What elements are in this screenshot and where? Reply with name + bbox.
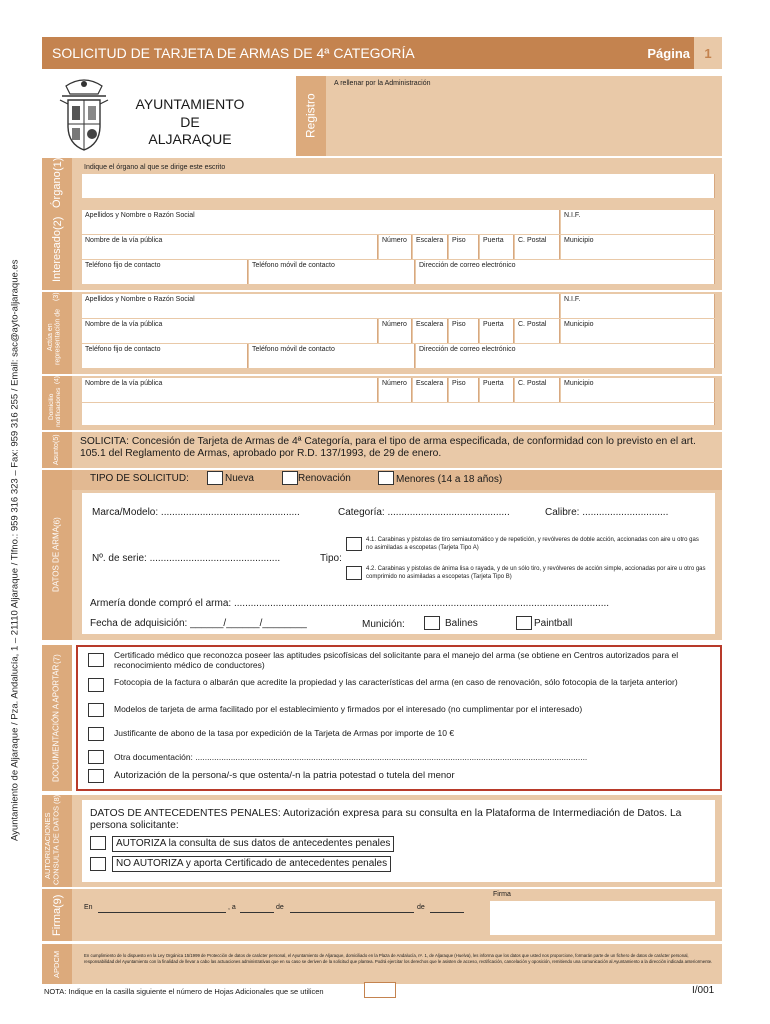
tipo-a-description: 4.1. Carabinas y pistolas de tiro semiautomático y de repetición, y revólveres de doble acción, accionadas con aire u otro gas no asimiladas a escopetas (Tarjeta Tipo A) — [366, 537, 699, 551]
tipo-solicitud-label: TIPO DE SOLICITUD: — [90, 473, 189, 484]
doc-justificante-text: Justificante de abono de la tasa por expedición de la Tarjeta de Armas por importe de 10 € — [114, 728, 455, 738]
balines-label: Balines — [445, 618, 478, 629]
calibre-field[interactable]: Calibre: ............................... — [545, 507, 669, 518]
apdcm-section-label: APDCM — [42, 944, 72, 984]
autoriza-checkbox[interactable] — [90, 836, 106, 850]
organo-section-label: Órgano (1) — [42, 158, 72, 208]
interesado-tel-fijo-field[interactable]: Teléfono fijo de contacto — [82, 260, 248, 284]
domicilio-escalera-field[interactable]: Escalera — [413, 378, 448, 402]
interesado-via-field[interactable]: Nombre de la vía pública — [82, 235, 378, 259]
hojas-adicionales-box[interactable] — [364, 982, 396, 998]
doc-modelos-checkbox[interactable] — [88, 703, 104, 717]
fecha-adquisicion-field[interactable]: Fecha de adquisición: ______/______/________ — [90, 618, 307, 629]
doc-modelos-text: Modelos de tarjeta de arma facilitado por el establecimiento y firmados por el interesado (no cumplimentar por el interesado) — [114, 704, 583, 714]
side-contact-text: Ayuntamiento de Aljaraque / Pza. Andalucía, 1 – 21110 Aljaraque / Tlfno.: 959 316 323 – Fax: 959 316 255 / Email: sac@ayto-aljaraque.es — [9, 259, 21, 841]
representante-tel-fijo-field[interactable]: Teléfono fijo de contacto — [82, 344, 248, 368]
doc-certificado-text: Certificado médico que reconozca poseer las aptitudes psicofísicas del solicitante para el manejo del arma (se obtiene en Centros autorizados para el reconocimiento médico de conductores) — [114, 650, 679, 671]
interesado-piso-field[interactable]: Piso — [449, 235, 479, 259]
doc-otra-text[interactable]: Otra documentación: ...................................................................................................................................................................... — [114, 752, 588, 762]
autorizaciones-section-label: AUTORIZACIONES CONSULTA DE DATOS (8) — [42, 795, 72, 887]
nueva-checkbox[interactable] — [207, 471, 223, 485]
interesado-municipio-field[interactable]: Municipio — [561, 235, 715, 259]
footer-note: NOTA: Indique en la casilla siguiente el número de Hojas Adicionales que se utilicen — [44, 987, 324, 996]
doc-justificante-checkbox[interactable] — [88, 727, 104, 741]
form-title: SOLICITUD DE TARJETA DE ARMAS DE 4ª CATEGORÍA — [52, 45, 415, 61]
representante-via-field[interactable]: Nombre de la vía pública — [82, 319, 378, 343]
tipo-b-checkbox[interactable] — [346, 566, 362, 580]
doc-certificado-checkbox[interactable] — [88, 653, 104, 667]
page-number: 1 — [694, 37, 722, 69]
antecedentes-text: DATOS DE ANTECEDENTES PENALES: Autorización expresa para su consulta en la Plataforma de Intermediación de Datos. La persona solicitante: — [90, 808, 682, 832]
tipo-b-description: 4.2. Carabinas y pistolas de ánima lisa o rayada, y de un sólo tiro, y revólveres de acción simple, accionadas por aire u otro gas comprimido no asimiladas a escopetas (Tarjeta Tipo B) — [366, 566, 706, 580]
domicilio-piso-field[interactable]: Piso — [449, 378, 479, 402]
domicilio-numero-field[interactable]: Número — [379, 378, 412, 402]
representante-apellidos-field[interactable]: Apellidos y Nombre o Razón Social — [82, 294, 560, 318]
municion-label: Munición: — [362, 619, 405, 630]
representante-cpostal-field[interactable]: C. Postal — [515, 319, 560, 343]
paintball-label: Paintball — [534, 618, 573, 629]
domicilio-section-label: Domicilio notificaciones (4) — [42, 376, 72, 430]
serie-field[interactable]: Nº. de serie: ............................................... — [92, 553, 281, 564]
interesado-tel-movil-field[interactable]: Teléfono móvil de contacto — [249, 260, 415, 284]
interesado-escalera-field[interactable]: Escalera — [413, 235, 448, 259]
organization-name: AYUNTAMIENTO DE ALJARAQUE — [135, 96, 245, 147]
organo-hint: Indique el órgano al que se dirige este escrito — [84, 164, 226, 171]
autoriza-label: AUTORIZA la consulta de sus datos de antecedentes penales — [112, 836, 394, 852]
firma-mes-line[interactable] — [290, 912, 414, 913]
registro-box — [326, 76, 722, 156]
representante-numero-field[interactable]: Número — [379, 319, 412, 343]
representante-nif-field[interactable]: N.I.F. — [561, 294, 715, 318]
doc-otra-checkbox[interactable] — [88, 750, 104, 764]
firma-section-label: Firma (9) — [42, 889, 72, 941]
firma-dia-line[interactable] — [240, 912, 274, 913]
representante-puerta-field[interactable]: Puerta — [480, 319, 514, 343]
menores-label: Menores (14 a 18 años) — [396, 474, 503, 485]
armeria-field[interactable]: Armería donde compró el arma: ....................................................................................................................................... — [90, 598, 610, 609]
interesado-section-label: Interesado (2) — [42, 208, 72, 290]
marca-field[interactable]: Marca/Modelo: .................................................. — [92, 507, 300, 518]
interesado-email-field[interactable]: Dirección de correo electrónico — [416, 260, 715, 284]
renovacion-label: Renovación — [298, 473, 351, 484]
firma-lugar-line[interactable] — [98, 912, 226, 913]
doc-factura-checkbox[interactable] — [88, 678, 104, 692]
tipo-label: Tipo: — [320, 553, 342, 564]
menores-checkbox[interactable] — [378, 471, 394, 485]
asunto-text: SOLICITA: Concesión de Tarjeta de Armas de 4ª Categoría, para el tipo de arma especificada, de conformidad con lo previsto en el art. 105.1 del Reglamento de Armas, aprobado por R.D. 137/1993, de 29 de enero. — [80, 436, 696, 460]
representante-tel-movil-field[interactable]: Teléfono móvil de contacto — [249, 344, 415, 368]
representante-escalera-field[interactable]: Escalera — [413, 319, 448, 343]
doc-autorizacion-checkbox[interactable] — [88, 769, 104, 783]
firma-de2-label: de — [417, 904, 425, 911]
registro-label: Registro — [296, 76, 326, 156]
asunto-section-label: Asunto (5) — [42, 432, 72, 468]
categoria-field[interactable]: Categoría: ............................................ — [338, 507, 510, 518]
firma-a-label: , a — [228, 904, 236, 911]
representante-email-field[interactable]: Dirección de correo electrónico — [416, 344, 715, 368]
interesado-nif-field[interactable]: N.I.F. — [561, 210, 715, 234]
nueva-label: Nueva — [225, 473, 254, 484]
interesado-apellidos-field[interactable]: Apellidos y Nombre o Razón Social — [82, 210, 560, 234]
organo-input[interactable] — [82, 174, 715, 198]
tipo-a-checkbox[interactable] — [346, 537, 362, 551]
domicilio-cpostal-field[interactable]: C. Postal — [515, 378, 560, 402]
interesado-puerta-field[interactable]: Puerta — [480, 235, 514, 259]
representante-piso-field[interactable]: Piso — [449, 319, 479, 343]
firma-en-label: En — [84, 904, 93, 911]
firma-anio-line[interactable] — [430, 912, 464, 913]
municipal-coat-of-arms — [58, 76, 110, 152]
interesado-numero-field[interactable]: Número — [379, 235, 412, 259]
firma-de1-label: de — [276, 904, 284, 911]
paintball-checkbox[interactable] — [516, 616, 532, 630]
registro-note: A rellenar por la Administración — [334, 80, 431, 87]
domicilio-puerta-field[interactable]: Puerta — [480, 378, 514, 402]
balines-checkbox[interactable] — [424, 616, 440, 630]
no-autoriza-label: NO AUTORIZA y aporta Certificado de antecedentes penales — [112, 856, 391, 872]
form-title-bar — [42, 37, 722, 69]
renovacion-checkbox[interactable] — [282, 471, 298, 485]
firma-box-label: Firma — [493, 891, 511, 898]
representante-municipio-field[interactable]: Municipio — [561, 319, 715, 343]
apdcm-text: En cumplimiento de lo dispuesto en la Ley Orgánica 15/1999 de Protección de datos de carácter personal, el Ayuntamiento de Aljaraque, domiciliado en la Plaza de Andalucía, nº. 1, de Aljaraque (Huelva), les informa que los datos que usted nos proporcione, formarán parte de un fichero de datos de carácter personal, responsabilidad del Ayuntamiento con la finalidad de llevar a cabo las actuaciones administrativas que en su caso se deriven de la solicitud que plantea. Podrá ejercitar los derechos que le asisten de acceso, rectificación, cancelación y oposición, remitiendo una comunicación al Ayuntamiento a la dirección indicada anteriormente. — [84, 953, 713, 964]
arma-section-label: DATOS DE ARMA (6) — [42, 470, 72, 640]
page-label: Página — [647, 45, 690, 61]
domicilio-municipio-field[interactable]: Municipio — [561, 378, 715, 402]
firma-signature-box[interactable] — [490, 901, 715, 935]
domicilio-line2-field[interactable] — [82, 403, 715, 425]
interesado-cpostal-field[interactable]: C. Postal — [515, 235, 560, 259]
doc-autorizacion-text: Autorización de la persona/-s que ostenta/-n la patria potestad o tutela del menor — [114, 770, 455, 781]
no-autoriza-checkbox[interactable] — [90, 857, 106, 871]
form-code: I/001 — [692, 985, 715, 996]
domicilio-via-field[interactable]: Nombre de la vía pública — [82, 378, 378, 402]
documentacion-section-label: DOCUMENTACIÓN A APORTAR (7) — [42, 645, 72, 791]
representante-section-label: Actúa en representación de (3) — [42, 292, 72, 374]
doc-factura-text: Fotocopia de la factura o albarán que acredite la propiedad y las características del arma (en caso de renovación, sólo fotocopia de la tarjeta anterior) — [114, 677, 678, 687]
